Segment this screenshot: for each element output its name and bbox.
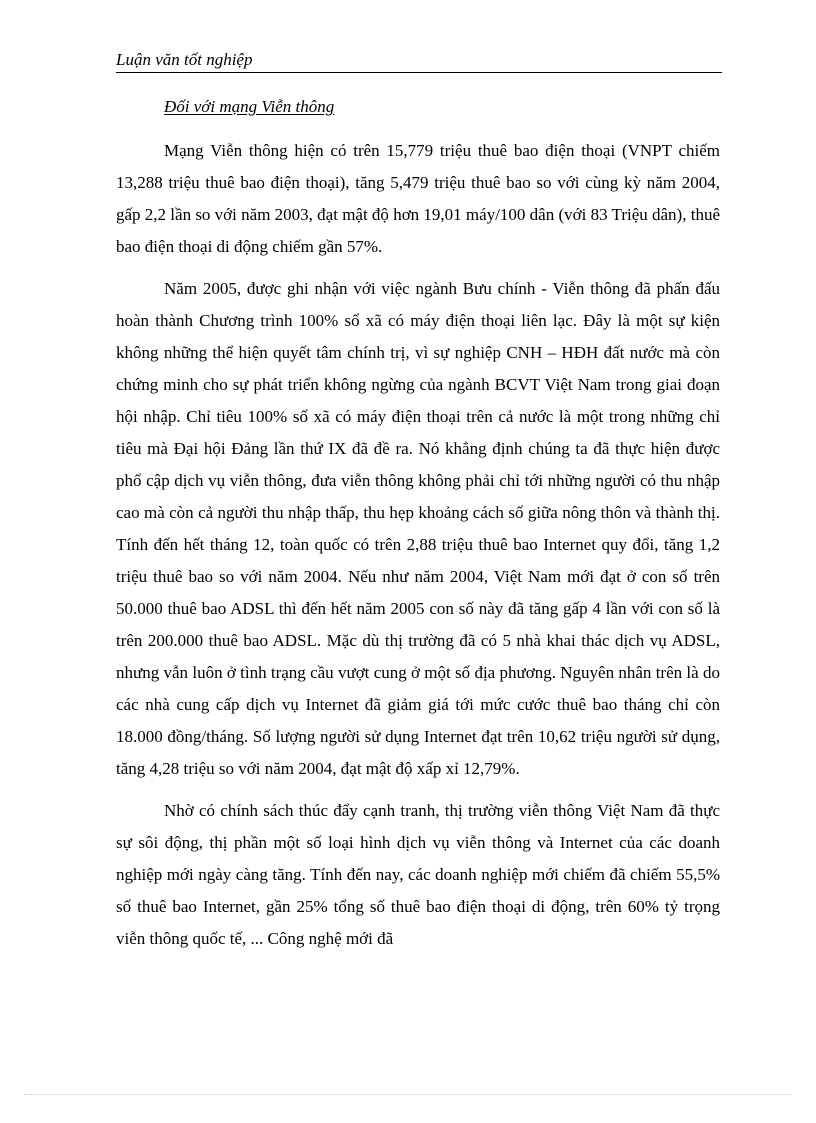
paragraph: Năm 2005, được ghi nhận với việc ngành Bưu chính - Viễn thông đã phấn đấu hoàn thành Chương trình 100% số xã có máy điện thoại liên lạc. Đây là một sự kiện không những thể hiện quyết tâm chính trị, vì sự nghiệp CNH – HĐH đất nước mà còn chứng minh cho sự phát triển không ngừng của ngành BCVT Việt Nam trong giai đoạn hội nhập. Chỉ tiêu 100% số xã có máy điện thoại trên cả nước là một trong những chỉ tiêu mà Đại hội Đảng lần thứ IX đã đề ra. Nó khẳng định chúng ta đã thực hiện được phổ cập dịch vụ viễn thông, đưa viễn thông không phải chỉ tới những người có thu nhập cao mà còn cả người thu nhập thấp, thu hẹp khoảng cách số giữa nông thôn và thành thị. Tính đến hết tháng 12, toàn quốc có trên 2,88 triệu thuê bao Internet quy đổi, tăng 1,2 triệu thuê bao so với năm 2004. Nếu như năm 2004, Việt Nam mới đạt ở con số trên 50.000 thuê bao ADSL thì đến hết năm 2005 con số này đã tăng gấp 4 lần với con số là trên 200.000 thuê bao ADSL. Mặc dù thị trường đã có 5 nhà khai thác dịch vụ ADSL, nhưng vẫn luôn ở tình trạng cầu vượt cung ở một số địa phương. Nguyên nhân trên là do các nhà cung cấp dịch vụ Internet đã giảm giá tới mức cước thuê bao tháng chỉ còn 18.000 đồng/tháng. Số lượng người sử dụng Internet đạt trên 10,62 triệu người sử dụng, tăng 4,28 triệu so với năm 2004, đạt mật độ xấp xỉ 12,79%. [116, 279, 720, 778]
page-bottom-divider [24, 1094, 792, 1095]
paragraph: Mạng Viễn thông hiện có trên 15,779 triệu thuê bao điện thoại (VNPT chiếm 13,288 triệu thuê bao điện thoại), tăng 5,479 triệu thuê bao so với cùng kỳ năm 2004, gấp 2,2 lần so với năm 2003, đạt mật độ hơn 19,01 máy/100 dân (với 83 Triệu dân), thuê bao điện thoại di động chiếm gần 57%. [116, 141, 720, 256]
header-title: Luận văn tốt nghiệp [116, 50, 253, 69]
page-header [116, 50, 722, 73]
body-text [116, 135, 720, 965]
section-heading: Đối với mạng Viễn thông [164, 97, 335, 116]
paragraph: Nhờ có chính sách thúc đẩy cạnh tranh, thị trường viễn thông Việt Nam đã thực sự sôi động, thị phần một số loại hình dịch vụ viễn thông và Internet của các doanh nghiệp mới ngày càng tăng. Tính đến nay, các doanh nghiệp mới chiếm đã chiếm 55,5% số thuê bao Internet, gần 25% tổng số thuê bao điện thoại di động, trên 60% tỷ trọng viễn thông quốc tế, ... Công nghệ mới đã [116, 801, 720, 948]
